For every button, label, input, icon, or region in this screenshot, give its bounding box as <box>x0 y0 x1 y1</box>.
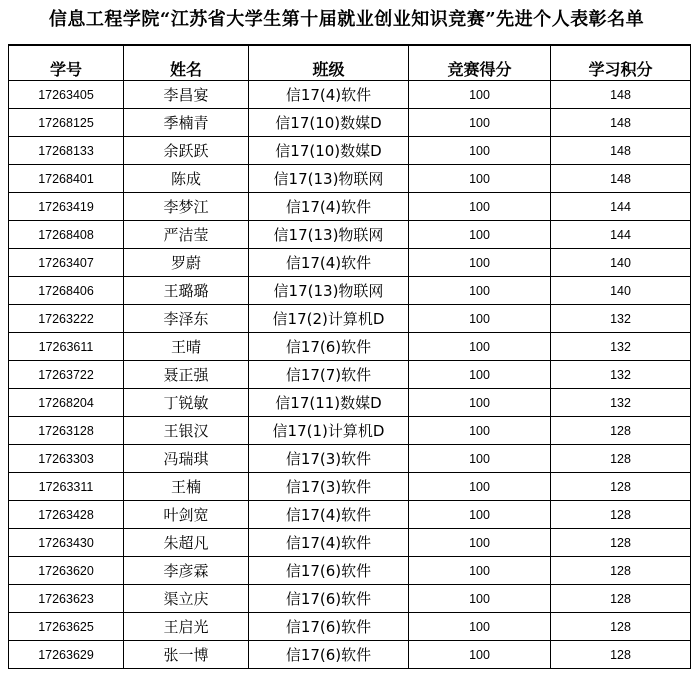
name-cell: 李梦江 <box>124 193 249 221</box>
study-points-cell: 140 <box>551 277 691 305</box>
contest-score-cell: 100 <box>409 333 551 361</box>
name-cell: 丁锐敏 <box>124 389 249 417</box>
study-points-cell: 148 <box>551 81 691 109</box>
study-points-cell: 148 <box>551 109 691 137</box>
class-cell: 信17(4)软件 <box>249 81 409 109</box>
contest-score-cell: 100 <box>409 389 551 417</box>
contest-score-cell: 100 <box>409 613 551 641</box>
name-cell: 朱超凡 <box>124 529 249 557</box>
class-cell: 信17(6)软件 <box>249 613 409 641</box>
table-row <box>9 109 691 137</box>
table-row <box>9 445 691 473</box>
student-id-cell: 17263407 <box>9 249 124 277</box>
student-id-cell: 17263625 <box>9 613 124 641</box>
study-points-cell: 128 <box>551 557 691 585</box>
table-row <box>9 361 691 389</box>
student-id-cell: 17263722 <box>9 361 124 389</box>
name-cell: 王璐璐 <box>124 277 249 305</box>
study-points-cell: 128 <box>551 473 691 501</box>
study-points-cell: 128 <box>551 641 691 669</box>
class-cell: 信17(6)软件 <box>249 641 409 669</box>
study-points-cell: 148 <box>551 137 691 165</box>
header-student-id: 学号 <box>9 45 124 81</box>
student-id-cell: 17263611 <box>9 333 124 361</box>
table-body <box>9 81 691 669</box>
student-id-cell: 17263405 <box>9 81 124 109</box>
student-id-cell: 17268401 <box>9 165 124 193</box>
contest-score-cell: 100 <box>409 137 551 165</box>
name-cell: 李彦霖 <box>124 557 249 585</box>
contest-score-cell: 100 <box>409 361 551 389</box>
table-row <box>9 641 691 669</box>
class-cell: 信17(10)数媒D <box>249 137 409 165</box>
name-cell: 聂正强 <box>124 361 249 389</box>
class-cell: 信17(6)软件 <box>249 585 409 613</box>
page-title: 信息工程学院“江苏省大学生第十届就业创业知识竞赛”先进个人表彰名单 <box>48 9 645 30</box>
table-row <box>9 193 691 221</box>
name-cell: 严洁莹 <box>124 221 249 249</box>
student-id-cell: 17263629 <box>9 641 124 669</box>
student-id-cell: 17263128 <box>9 417 124 445</box>
study-points-cell: 132 <box>551 333 691 361</box>
contest-score-cell: 100 <box>409 445 551 473</box>
header-row <box>9 45 691 81</box>
name-cell: 王银汉 <box>124 417 249 445</box>
class-cell: 信17(3)软件 <box>249 473 409 501</box>
class-cell: 信17(6)软件 <box>249 333 409 361</box>
class-cell: 信17(4)软件 <box>249 529 409 557</box>
table-row <box>9 417 691 445</box>
class-cell: 信17(13)物联网 <box>249 277 409 305</box>
contest-score-cell: 100 <box>409 417 551 445</box>
student-id-cell: 17268125 <box>9 109 124 137</box>
table-row <box>9 557 691 585</box>
header-name: 姓名 <box>124 45 249 81</box>
table-row <box>9 529 691 557</box>
name-cell: 王晴 <box>124 333 249 361</box>
student-id-cell: 17268133 <box>9 137 124 165</box>
name-cell: 陈成 <box>124 165 249 193</box>
contest-score-cell: 100 <box>409 249 551 277</box>
table-row <box>9 613 691 641</box>
table-row <box>9 81 691 109</box>
contest-score-cell: 100 <box>409 81 551 109</box>
name-cell: 王启光 <box>124 613 249 641</box>
class-cell: 信17(13)物联网 <box>249 165 409 193</box>
class-cell: 信17(2)计算机D <box>249 305 409 333</box>
study-points-cell: 144 <box>551 193 691 221</box>
student-id-cell: 17263620 <box>9 557 124 585</box>
table-row <box>9 221 691 249</box>
contest-score-cell: 100 <box>409 585 551 613</box>
table-row <box>9 305 691 333</box>
class-cell: 信17(11)数媒D <box>249 389 409 417</box>
student-id-cell: 17268406 <box>9 277 124 305</box>
student-id-cell: 17263623 <box>9 585 124 613</box>
contest-score-cell: 100 <box>409 641 551 669</box>
name-cell: 渠立庆 <box>124 585 249 613</box>
class-cell: 信17(7)软件 <box>249 361 409 389</box>
study-points-cell: 128 <box>551 585 691 613</box>
study-points-cell: 132 <box>551 305 691 333</box>
class-cell: 信17(3)软件 <box>249 445 409 473</box>
honor-roll-sheet <box>8 44 690 669</box>
contest-score-cell: 100 <box>409 529 551 557</box>
name-cell: 张一博 <box>124 641 249 669</box>
name-cell: 冯瑞琪 <box>124 445 249 473</box>
study-points-cell: 128 <box>551 613 691 641</box>
name-cell: 李泽东 <box>124 305 249 333</box>
class-cell: 信17(4)软件 <box>249 249 409 277</box>
table-row <box>9 249 691 277</box>
name-cell: 叶剑宽 <box>124 501 249 529</box>
table-row <box>9 473 691 501</box>
table-row <box>9 501 691 529</box>
contest-score-cell: 100 <box>409 557 551 585</box>
name-cell: 罗蔚 <box>124 249 249 277</box>
header-study-points: 学习积分 <box>551 45 691 81</box>
class-cell: 信17(10)数媒D <box>249 109 409 137</box>
contest-score-cell: 100 <box>409 277 551 305</box>
study-points-cell: 128 <box>551 529 691 557</box>
study-points-cell: 132 <box>551 361 691 389</box>
student-id-cell: 17263419 <box>9 193 124 221</box>
contest-score-cell: 100 <box>409 305 551 333</box>
study-points-cell: 128 <box>551 417 691 445</box>
contest-score-cell: 100 <box>409 109 551 137</box>
student-id-cell: 17263430 <box>9 529 124 557</box>
student-id-cell: 17263303 <box>9 445 124 473</box>
study-points-cell: 148 <box>551 165 691 193</box>
class-cell: 信17(6)软件 <box>249 557 409 585</box>
table-row <box>9 165 691 193</box>
header-contest-score: 竞赛得分 <box>409 45 551 81</box>
table-row <box>9 389 691 417</box>
name-cell: 王楠 <box>124 473 249 501</box>
contest-score-cell: 100 <box>409 221 551 249</box>
honor-roll-table <box>8 44 691 669</box>
student-id-cell: 17263428 <box>9 501 124 529</box>
student-id-cell: 17268204 <box>9 389 124 417</box>
class-cell: 信17(13)物联网 <box>249 221 409 249</box>
study-points-cell: 140 <box>551 249 691 277</box>
contest-score-cell: 100 <box>409 165 551 193</box>
name-cell: 季楠青 <box>124 109 249 137</box>
name-cell: 李昌宴 <box>124 81 249 109</box>
class-cell: 信17(4)软件 <box>249 193 409 221</box>
header-class: 班级 <box>249 45 409 81</box>
table-row <box>9 137 691 165</box>
study-points-cell: 128 <box>551 501 691 529</box>
class-cell: 信17(1)计算机D <box>249 417 409 445</box>
student-id-cell: 17263222 <box>9 305 124 333</box>
table-row <box>9 585 691 613</box>
contest-score-cell: 100 <box>409 473 551 501</box>
student-id-cell: 17268408 <box>9 221 124 249</box>
study-points-cell: 144 <box>551 221 691 249</box>
table-row <box>9 277 691 305</box>
study-points-cell: 132 <box>551 389 691 417</box>
contest-score-cell: 100 <box>409 501 551 529</box>
study-points-cell: 128 <box>551 445 691 473</box>
name-cell: 余跃跃 <box>124 137 249 165</box>
contest-score-cell: 100 <box>409 193 551 221</box>
class-cell: 信17(4)软件 <box>249 501 409 529</box>
student-id-cell: 17263311 <box>9 473 124 501</box>
table-row <box>9 333 691 361</box>
